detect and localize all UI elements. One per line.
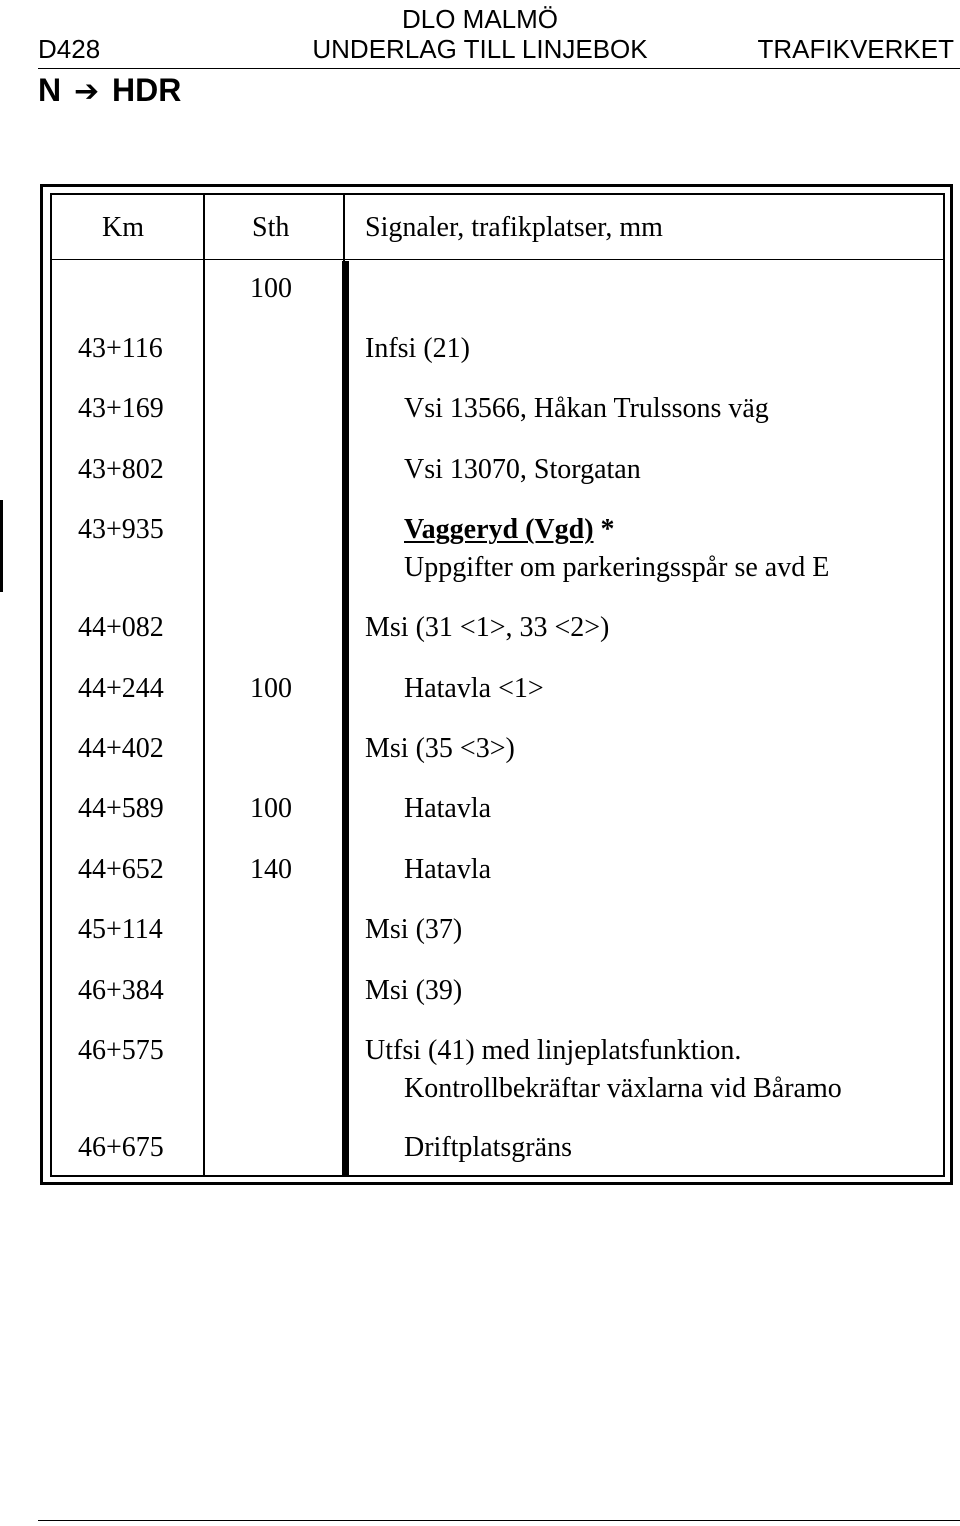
signal-cell: Hatavla <1> [404, 673, 544, 704]
signal-cell: Msi (31 <1>, 33 <2>) [365, 612, 610, 643]
column-header-sth: Sth [252, 212, 290, 243]
km-cell: 44+402 [78, 733, 164, 764]
right-arrow-icon: ➔ [74, 74, 100, 109]
direction-to: HDR [112, 72, 182, 108]
direction-heading [38, 72, 181, 109]
change-bar [0, 500, 3, 592]
km-cell: 46+675 [78, 1132, 164, 1163]
header-agency: TRAFIKVERKET [757, 34, 954, 64]
signal-cell: Infsi (21) [365, 333, 470, 364]
header-org: DLO MALMÖ [401, 4, 559, 34]
station-cell [404, 512, 615, 548]
column-divider-km [203, 195, 205, 1175]
signal-cell: Hatavla [404, 854, 492, 885]
signal-cell: Msi (39) [365, 975, 463, 1006]
km-cell: 46+384 [78, 975, 164, 1006]
km-cell: 43+802 [78, 454, 164, 485]
km-cell: 43+169 [78, 393, 164, 424]
sth-cell: 100 [250, 673, 292, 704]
sth-cell: 100 [250, 793, 292, 824]
station-name: Vaggeryd (Vgd) [404, 514, 594, 545]
column-header-signals: Signaler, trafikplatser, mm [365, 212, 663, 243]
signal-cell: Utfsi (41) med linjeplatsfunktion. [365, 1035, 742, 1066]
signal-cell: Vsi 13070, Storgatan [404, 454, 641, 485]
footer-rule [38, 1520, 960, 1521]
line-table [40, 184, 953, 1185]
km-cell: 43+116 [78, 333, 163, 364]
km-cell: 43+935 [78, 514, 164, 545]
line-table-inner [50, 193, 945, 1177]
signal-note: Kontrollbekräftar växlarna vid Båramo [404, 1073, 842, 1104]
signal-cell: Msi (35 <3>) [365, 733, 515, 764]
km-cell: 44+082 [78, 612, 164, 643]
direction-from: N [38, 72, 62, 108]
header-divider [52, 259, 943, 260]
column-header-km: Km [102, 212, 144, 243]
signal-cell: Hatavla [404, 793, 492, 824]
sth-cell: 100 [250, 273, 292, 304]
km-cell: 44+589 [78, 793, 164, 824]
station-note-marker: * [593, 514, 615, 545]
km-cell: 44+244 [78, 673, 164, 704]
sth-cell: 140 [250, 854, 292, 885]
header-title: UNDERLAG TILL LINJEBOK [312, 34, 648, 64]
km-cell: 46+575 [78, 1035, 164, 1066]
header-doc-id: D428 [38, 34, 101, 64]
track-line [342, 261, 349, 1175]
signal-cell: Msi (37) [365, 914, 463, 945]
station-note: Uppgifter om parkeringsspår se avd E [404, 552, 830, 583]
header-rule [38, 68, 960, 69]
km-cell: 45+114 [78, 914, 163, 945]
km-cell: 44+652 [78, 854, 164, 885]
signal-cell: Driftplatsgräns [404, 1132, 572, 1163]
signal-cell: Vsi 13566, Håkan Trulssons väg [404, 393, 769, 424]
